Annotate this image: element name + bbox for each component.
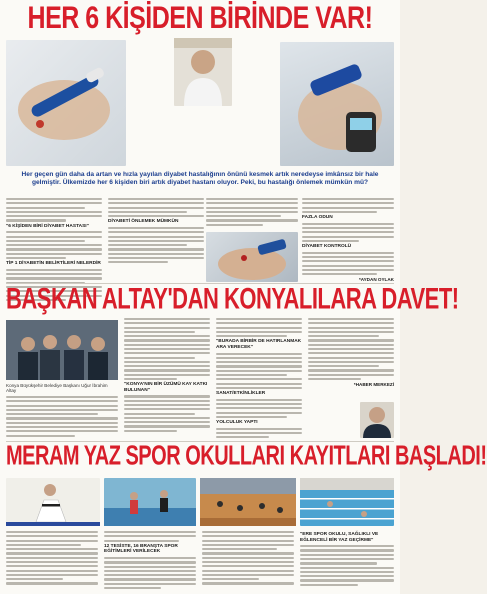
section-heading: "ERE SPOR OKULU, SAĞLIKLI VE EĞLENCELİ BİR YAZ GEÇİRME": [300, 532, 379, 543]
section-heading: DİYABETİ ÖNLEMEK MÜMKÜN: [108, 219, 179, 225]
mayor-group-photo: [6, 320, 118, 380]
doctor-portrait-photo: [174, 38, 232, 106]
sports-column-2: [104, 531, 196, 591]
gymnastics-photo: [104, 478, 196, 526]
section-heading: "BURADA BİRBİR DE HATIRLANMAK ARA VERECEK": [216, 339, 302, 350]
article-signature: *AYDAN OYLAK: [358, 277, 394, 283]
mayor-portrait-photo: [360, 402, 394, 438]
sports-column-3: [202, 531, 294, 587]
section-heading: DİYABET KONTROLÜ: [302, 244, 352, 250]
insulin-pen-photo: [6, 40, 126, 166]
section-heading: "6 KİŞİDEN BİRİ DİYABET HASTASI": [6, 223, 89, 229]
diabetes-column-2: [108, 198, 204, 266]
mayor-column-1: [6, 396, 118, 439]
section-heading: 12 TESİSTE, 16 BRANŞTA SPOR EĞİTİMLERİ VERİLECEK: [104, 543, 178, 555]
diabetes-headline: HER 6 KİŞİDEN BİRİNDE VAR!: [27, 0, 373, 36]
swimming-pool-photo: [300, 478, 394, 526]
sports-column-1: [6, 531, 98, 587]
diabetes-column-4: [302, 198, 394, 282]
article-signature: *HABER MERKEZİ: [353, 382, 394, 388]
sports-column-4: [300, 531, 394, 588]
section-heading: FAZLA ODUN: [302, 215, 333, 221]
section-heading: "KONYA'NIN BİR ÜZÜMÜ KAY KATKI BULUNAN": [124, 382, 208, 393]
mayor-column-2: [124, 318, 210, 434]
mayor-column-3: [216, 318, 302, 441]
mayor-invitation-headline: BAŞKAN ALTAY'DAN KONYALILARA DAVET!: [6, 281, 459, 316]
section-heading: SANAT/ETKİNLİKLER: [216, 391, 266, 397]
finger-prick-photo: [206, 232, 298, 282]
mayor-column-4: [308, 318, 394, 387]
section-heading: YOLCULUK YAPTI: [216, 420, 258, 426]
section-heading: TİP 1 DİYABETİN BELİRTİLERİ NELERDİR: [6, 261, 101, 267]
diabetes-subheadline: Her geçen gün daha da artan ve hızla yayılan diyabet hastalığının önünü kesmek artık neredeyse imkânsız bir hale gelmiştir. Ülkemizde her 6 kişiden biri artık diyabet hastanı oluyor. Peki, bu hastalığı önlemek mümkün mü?: [21, 171, 379, 186]
mayor-photo-caption: Konya Büyükşehir Belediye Başkanı Uğur İbrahim Altay: [6, 383, 108, 394]
basketball-court-photo: [200, 478, 296, 526]
blood-sugar-meter-photo: [280, 42, 394, 166]
sports-school-headline: MERAM YAZ SPOR OKULLARI KAYITLARI BAŞLADI!: [6, 440, 487, 472]
martial-arts-photo: [6, 478, 100, 526]
diabetes-column-3: [206, 198, 298, 228]
